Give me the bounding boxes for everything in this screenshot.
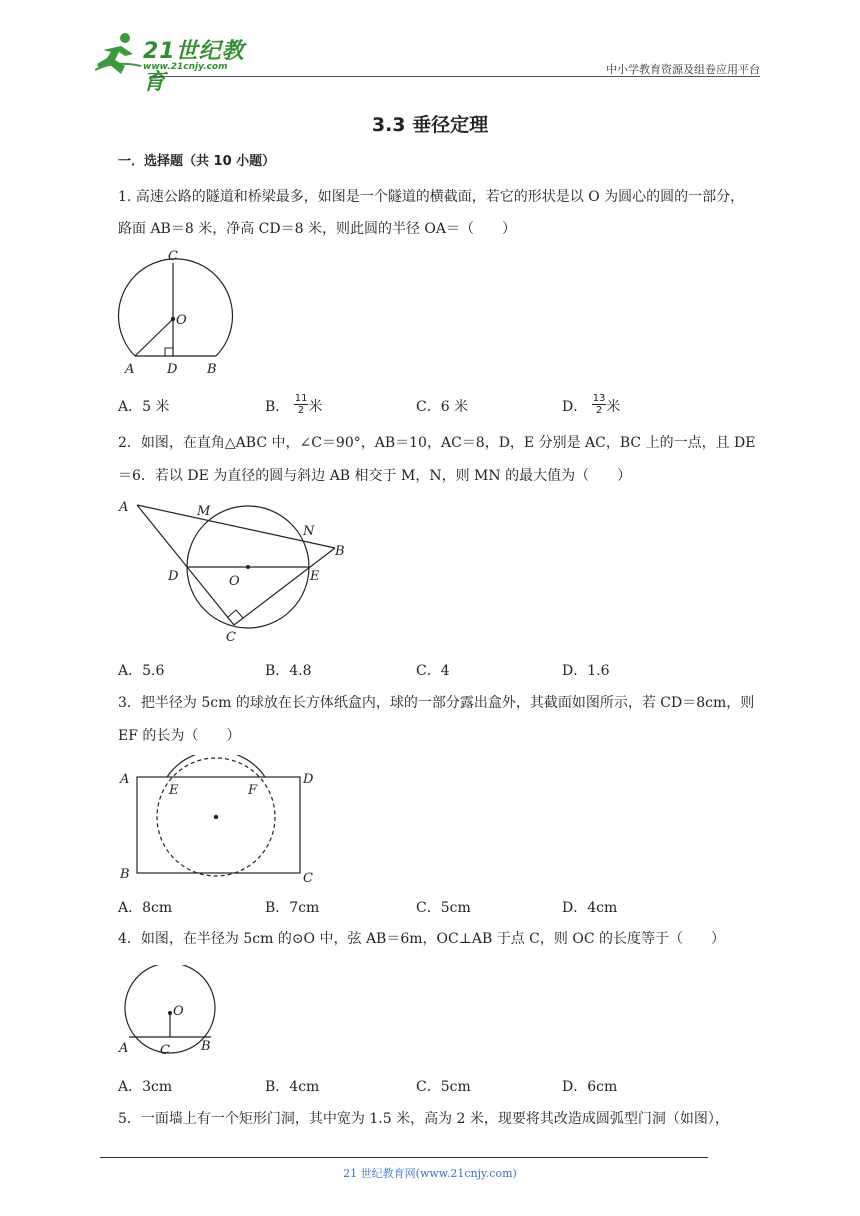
page-title: 3.3 垂径定理 xyxy=(371,114,489,136)
q2-option-b: B．4.8 xyxy=(265,663,312,679)
label-o: O xyxy=(173,1004,184,1019)
question-2-line-1: 2．如图，在直角△ABC 中，∠C＝90°，AB＝10，AC＝8，D，E 分别是 AC，BC 上的一点，且 DE xyxy=(118,435,756,451)
q1-option-d: D． $\frac{13}{2}$ 米 xyxy=(562,392,621,416)
label-d: D xyxy=(168,569,179,584)
q3-option-b: B．7cm xyxy=(265,900,320,916)
logo-text: 21世纪教育 xyxy=(143,39,245,95)
label-f: F xyxy=(248,783,258,798)
runner-logo-icon xyxy=(95,30,143,76)
header-divider xyxy=(150,76,760,77)
label-b: B xyxy=(201,1039,211,1054)
question-4-figure xyxy=(115,965,225,1060)
label-b: B xyxy=(335,544,345,559)
q4-option-a: A．3cm xyxy=(118,1079,173,1095)
label-c: C xyxy=(168,249,178,264)
label-a: A xyxy=(119,500,129,515)
label-m: M xyxy=(197,504,211,519)
section-heading: 一．选择题（共 10 小题） xyxy=(118,154,276,169)
label-b: B xyxy=(207,362,217,377)
label-o: O xyxy=(229,574,240,589)
q3-option-d: D．4cm xyxy=(562,900,618,916)
question-1-figure xyxy=(115,245,235,380)
label-o: O xyxy=(176,313,187,328)
q2-option-d: D．1.6 xyxy=(562,663,610,679)
label-a: A xyxy=(125,362,135,377)
label-c: C xyxy=(160,1043,170,1058)
logo xyxy=(95,30,265,95)
label-a: A xyxy=(119,1041,129,1056)
q1-option-c: C．6 米 xyxy=(416,399,469,415)
label-a: A xyxy=(120,772,130,787)
question-4-line-1: 4．如图，在半径为 5cm 的⊙O 中，弦 AB＝6m，OC⊥AB 于点 C，则 OC 的长度等于（ ） xyxy=(118,931,725,947)
question-3-line-1: 3．把半径为 5cm 的球放在长方体纸盒内，球的一部分露出盒外，其截面如图所示，若 CD＝8cm，则 xyxy=(118,695,755,711)
logo-url: www.21cnjy.com xyxy=(143,62,228,72)
q3-option-c: C．5cm xyxy=(416,900,471,916)
label-e: E xyxy=(310,569,320,584)
label-d: D xyxy=(167,362,178,377)
q2-option-a: A．5.6 xyxy=(118,663,165,679)
label-d: D xyxy=(303,772,314,787)
label-c: C xyxy=(226,630,236,645)
q2-option-c: C．4 xyxy=(416,663,450,679)
question-3-line-2: EF 的长为（ ） xyxy=(118,728,241,744)
q1-option-a: A．5 米 xyxy=(118,399,170,415)
q4-option-d: D．6cm xyxy=(562,1079,618,1095)
label-b: B xyxy=(120,867,130,882)
question-1-line-2: 路面 AB＝8 米，净高 CD＝8 米，则此圆的半径 OA＝（ ） xyxy=(118,221,516,237)
header-tagline: 中小学教育资源及组卷应用平台 xyxy=(606,63,760,76)
q3-option-a: A．8cm xyxy=(118,900,173,916)
question-3-figure xyxy=(115,755,325,890)
question-1-line-1: 1. 高速公路的隧道和桥梁最多，如图是一个隧道的横截面，若它的形状是以 O 为圆心的圆的一部分， xyxy=(118,189,745,205)
footer-divider xyxy=(100,1157,708,1158)
footer-link[interactable]: 21 世纪教育网(www.21cnjy.com) xyxy=(343,1167,517,1180)
page-header xyxy=(95,30,760,95)
question-2-figure xyxy=(115,495,355,645)
q1-option-b: B． $\frac{11}{2}$ 米 xyxy=(265,392,323,416)
label-c: C xyxy=(303,871,313,886)
question-2-line-2: ＝6．若以 DE 为直径的圆与斜边 AB 相交于 M，N，则 MN 的最大值为（ ） xyxy=(118,468,632,484)
question-5-line-1: 5．一面墙上有一个矩形门洞，其中宽为 1.5 米，高为 2 米，现要将其改造成圆弧型门洞（如图）， xyxy=(118,1111,729,1127)
label-n: N xyxy=(303,524,315,539)
label-e: E xyxy=(169,783,179,798)
q4-option-c: C．5cm xyxy=(416,1079,471,1095)
q4-option-b: B．4cm xyxy=(265,1079,320,1095)
